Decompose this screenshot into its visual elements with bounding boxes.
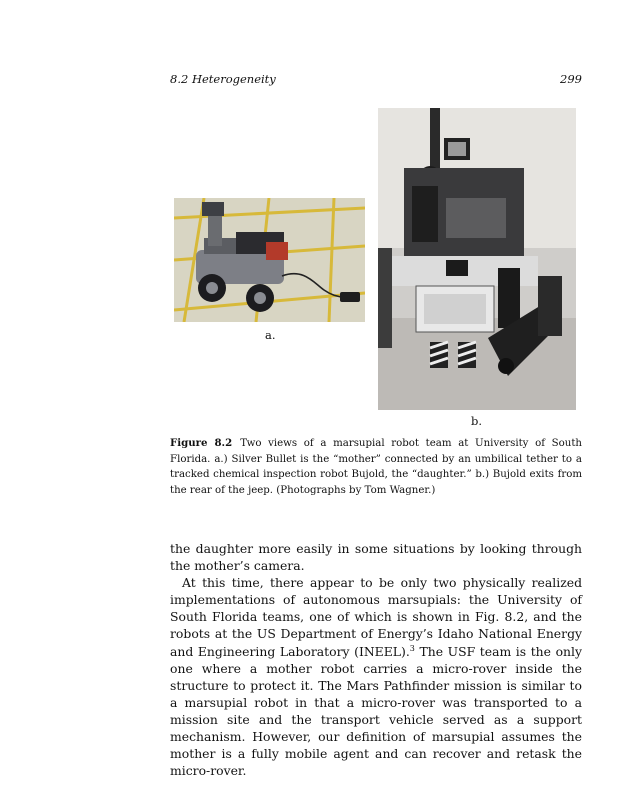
figure-photo-b <box>378 108 576 410</box>
running-head <box>170 72 582 88</box>
caption-text: Two views of a marsupial robot team at University of South Florida. a.) Silver Bullet is the “mother” connected by an umbilical tether to a tracked chemical inspection robot Bujold, the “daughter.” b.) Bujold exits from the rear of the jeep. (Photographs by Tom Wagner.) <box>170 438 582 496</box>
figure-label-b: b. <box>471 414 483 428</box>
body-text <box>170 540 582 779</box>
section-title: 8.2 Heterogeneity <box>170 72 276 86</box>
paragraph-text-part1: At this time, there appear to be only two physically realized implementations of autonomous marsupials: the University of South Florida teams, one of which is shown in Fig. 8.2, and the robots at the US Department of Energy’s Idaho National Energy and Engineering Laboratory (INEEL). <box>170 575 582 659</box>
jeep-robot-photo-a <box>174 198 365 322</box>
page-number: 299 <box>560 72 582 86</box>
figure-number: Figure 8.2 <box>170 437 233 449</box>
paragraph-marsupials <box>170 574 582 779</box>
paragraph-text-part2: The USF team is the only one where a mother robot carries a micro-rover inside the structure to protect it. The Mars Pathfinder mission is similar to a marsupial robot in that a micro-rover was transported to a mission site and the transport vehicle served as a support mechanism. However, our definition of marsupial assumes the mother is a fully mobile agent and can recover and retask the micro-rover. <box>170 643 582 779</box>
footnote-marker[interactable]: 3 <box>409 643 415 653</box>
jeep-rear-photo-b <box>378 108 576 410</box>
figure-caption <box>170 436 582 498</box>
figure-label-a: a. <box>265 328 276 342</box>
figure-photo-a <box>174 198 365 322</box>
paragraph-continuation: the daughter more easily in some situations by looking through the mother’s camera. <box>170 541 582 574</box>
